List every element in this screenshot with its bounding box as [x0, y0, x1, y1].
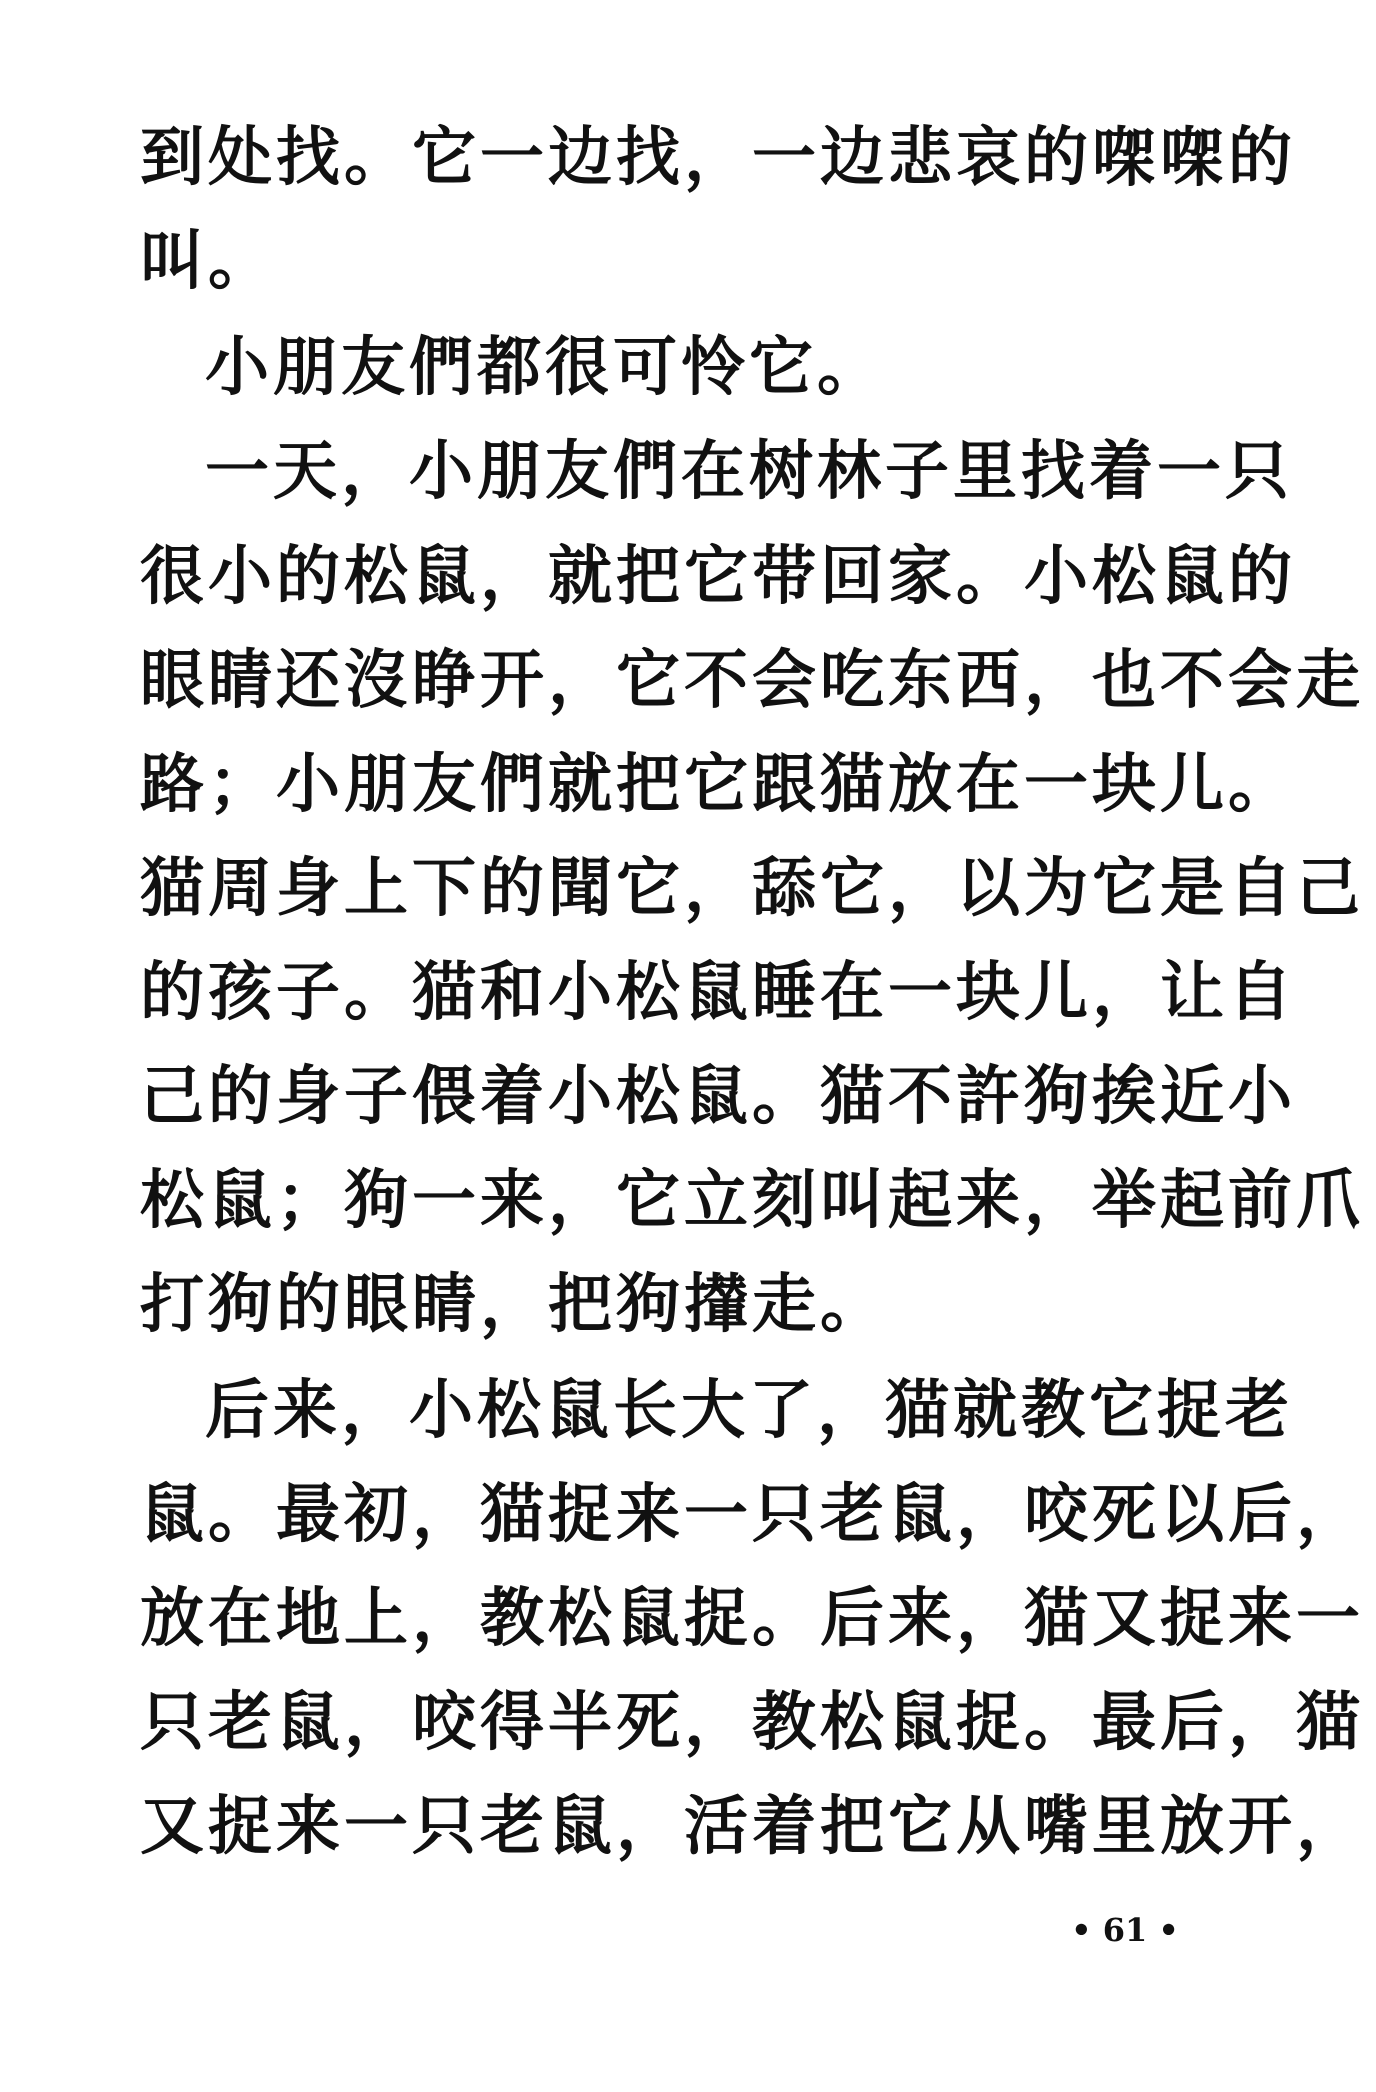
- text-line-2: 叫。: [140, 224, 276, 299]
- text-line-3: 小朋友們都很可怜它。: [205, 330, 885, 405]
- text-line-16: 只老鼠，咬得半死，教松鼠捉。最后，猫: [140, 1685, 1364, 1760]
- text-line-9: 的孩子。猫和小松鼠睡在一块儿，让自: [140, 955, 1296, 1030]
- text-line-5: 很小的松鼠，就把它带回家。小松鼠的: [140, 539, 1296, 614]
- text-line-13: 后来，小松鼠长大了，猫就教它捉老: [205, 1373, 1293, 1448]
- text-line-7: 路；小朋友們就把它跟猫放在一块儿。: [140, 747, 1296, 822]
- text-line-8: 猫周身上下的聞它，舔它，以为它是自己: [140, 851, 1364, 926]
- text-line-6: 眼睛还沒睁开，它不会吃东西，也不会走: [140, 643, 1364, 718]
- text-line-14: 鼠。最初，猫捉来一只老鼠，咬死以后，: [140, 1477, 1364, 1552]
- text-line-4: 一天，小朋友們在树林子里找着一只: [205, 434, 1293, 509]
- text-line-10: 己的身子偎着小松鼠。猫不許狗挨近小: [140, 1059, 1296, 1134]
- text-line-17: 又捉来一只老鼠，活着把它从嘴里放开，: [140, 1789, 1364, 1864]
- text-line-12: 打狗的眼睛，把狗攆走。: [140, 1267, 888, 1342]
- page-number: • 61 •: [1071, 1911, 1179, 1949]
- text-line-15: 放在地上，教松鼠捉。后来，猫又捉来一: [140, 1581, 1364, 1656]
- text-line-1: 到处找。它一边找，一边悲哀的㗎㗎的: [140, 120, 1296, 195]
- text-line-11: 松鼠；狗一来，它立刻叫起来，举起前爪: [140, 1163, 1364, 1238]
